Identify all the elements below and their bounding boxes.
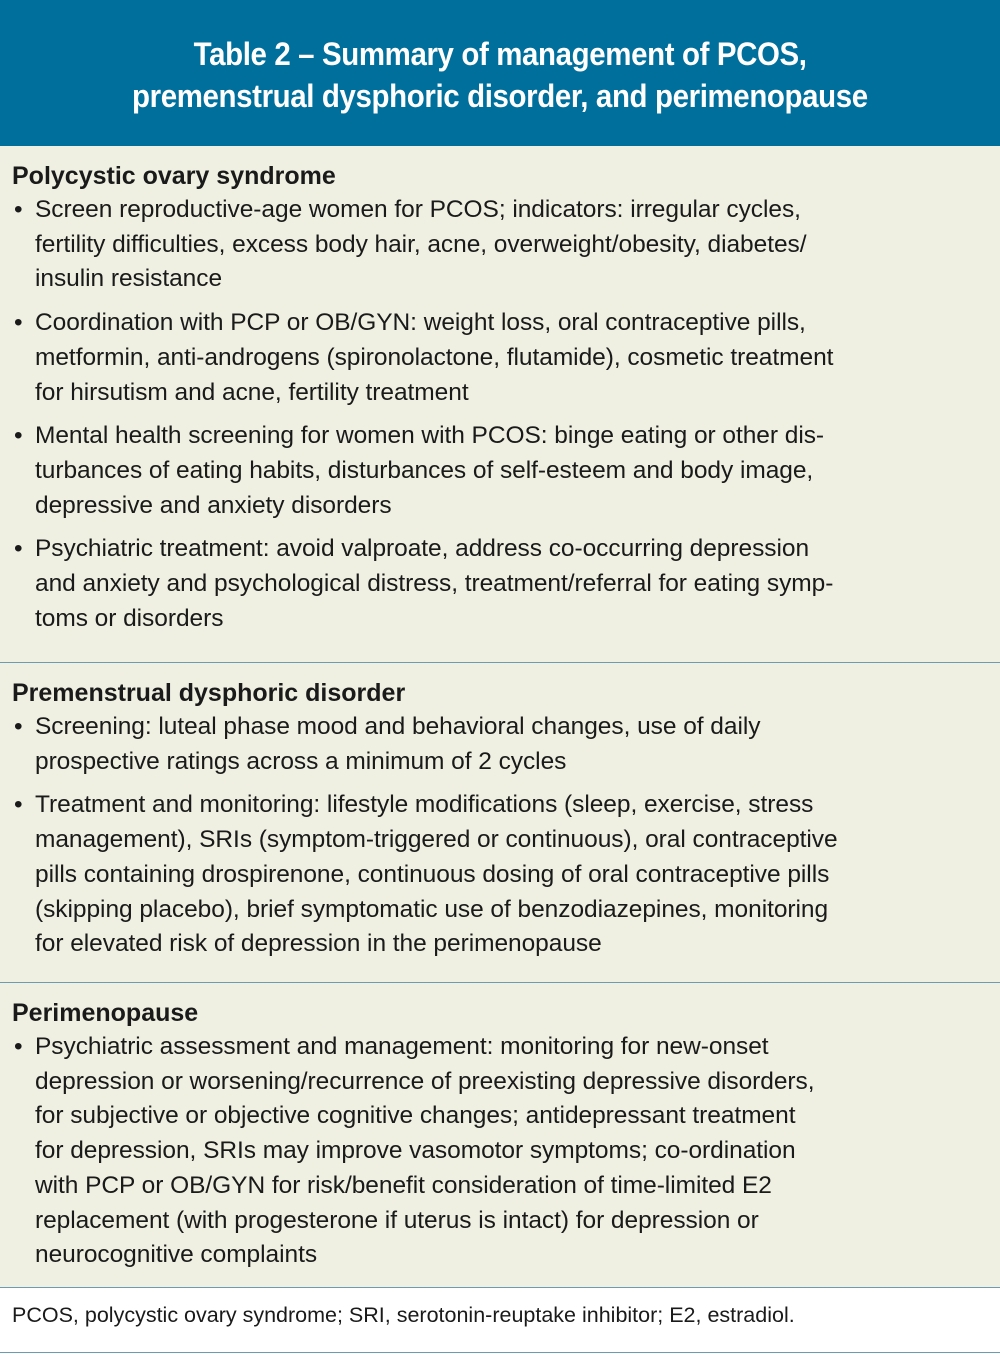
bullet-icon: •: [14, 1033, 23, 1060]
item-line: and anxiety and psychological distress, treatment/referral for eating symp-: [35, 570, 834, 598]
bullet-icon: •: [14, 713, 23, 740]
table-title-line-2: premenstrual dysphoric disorder, and perimenopause: [132, 78, 868, 114]
item-line: depression or worsening/recurrence of preexisting depressive disorders,: [35, 1067, 815, 1095]
list-item: [12, 710, 1000, 779]
item-line: pills containing drospirenone, continuous dosing of oral contraceptive pills: [35, 860, 830, 888]
section-perimenopause: [0, 983, 1000, 1289]
bottom-rule: [0, 1352, 1000, 1353]
item-line: turbances of eating habits, disturbances of self-esteem and body image,: [35, 456, 814, 484]
item-line: depressive and anxiety disorders: [35, 491, 392, 519]
item-line: insulin resistance: [35, 265, 223, 293]
item-line: prospective ratings across a minimum of 2 cycles: [35, 747, 567, 775]
list-item: [12, 1030, 1000, 1273]
bullet-icon: •: [14, 535, 23, 563]
pmdd-list: [12, 710, 1000, 962]
item-line: metformin, anti-androgens (spironolactone, flutamide), cosmetic treatment: [35, 343, 834, 371]
section-pmdd: [0, 663, 1000, 982]
item-line: with PCP or OB/GYN for risk/benefit consideration of time-limited E2: [35, 1171, 772, 1199]
perimenopause-list: [12, 1030, 1000, 1273]
section-heading-perimenopause: Perimenopause: [12, 999, 199, 1027]
section-heading-pcos: Polycystic ovary syndrome: [12, 162, 336, 190]
item-line: Mental health screening for women with PCOS: binge eating or other dis-: [35, 422, 825, 450]
item-line: Psychiatric assessment and management: monitoring for new-onset: [35, 1033, 769, 1060]
section-heading-pmdd: Premenstrual dysphoric disorder: [12, 679, 406, 707]
item-line: (skipping placebo), brief symptomatic use of benzodiazepines, monitoring: [35, 895, 829, 923]
item-line: Coordination with PCP or OB/GYN: weight loss, oral contraceptive pills,: [35, 309, 806, 337]
item-line: for hirsutism and acne, fertility treatment: [35, 378, 469, 406]
item-line: neurocognitive complaints: [35, 1241, 318, 1269]
item-line: for elevated risk of depression in the perimenopause: [35, 930, 602, 958]
bullet-icon: •: [14, 196, 23, 223]
item-line: Screen reproductive-age women for PCOS; indicators: irregular cycles,: [35, 196, 801, 223]
list-item: [12, 306, 1000, 410]
item-line: for subjective or objective cognitive changes; antidepressant treatment: [35, 1102, 796, 1130]
bullet-icon: •: [14, 309, 23, 337]
section-pcos: [0, 146, 1000, 662]
list-item: [12, 788, 1000, 962]
item-line: for depression, SRIs may improve vasomotor symptoms; co-ordination: [35, 1137, 796, 1165]
table-title-bar: [0, 0, 1000, 146]
bullet-icon: •: [14, 422, 23, 450]
list-item: [12, 419, 1000, 523]
item-line: Psychiatric treatment: avoid valproate, address co-occurring depression: [35, 535, 810, 563]
item-line: management), SRIs (symptom-triggered or continuous), oral contraceptive: [35, 826, 838, 854]
item-line: replacement (with progesterone if uterus is intact) for depression or: [35, 1206, 759, 1234]
table-title-line-1: Table 2 – Summary of management of PCOS,: [193, 36, 807, 72]
table-footnote: PCOS, polycystic ovary syndrome; SRI, serotonin-reuptake inhibitor; E2, estradiol.: [0, 1287, 1000, 1354]
table-body: [0, 146, 1000, 1287]
pcos-list: [12, 193, 1000, 636]
list-item: [12, 193, 1000, 297]
item-line: toms or disorders: [35, 604, 224, 632]
item-line: Treatment and monitoring: lifestyle modifications (sleep, exercise, stress: [35, 791, 814, 819]
item-line: fertility difficulties, excess body hair, acne, overweight/obesity, diabetes/: [35, 230, 807, 258]
bullet-icon: •: [14, 791, 23, 819]
item-line: Screening: luteal phase mood and behavioral changes, use of daily: [35, 713, 761, 740]
list-item: [12, 532, 1000, 636]
